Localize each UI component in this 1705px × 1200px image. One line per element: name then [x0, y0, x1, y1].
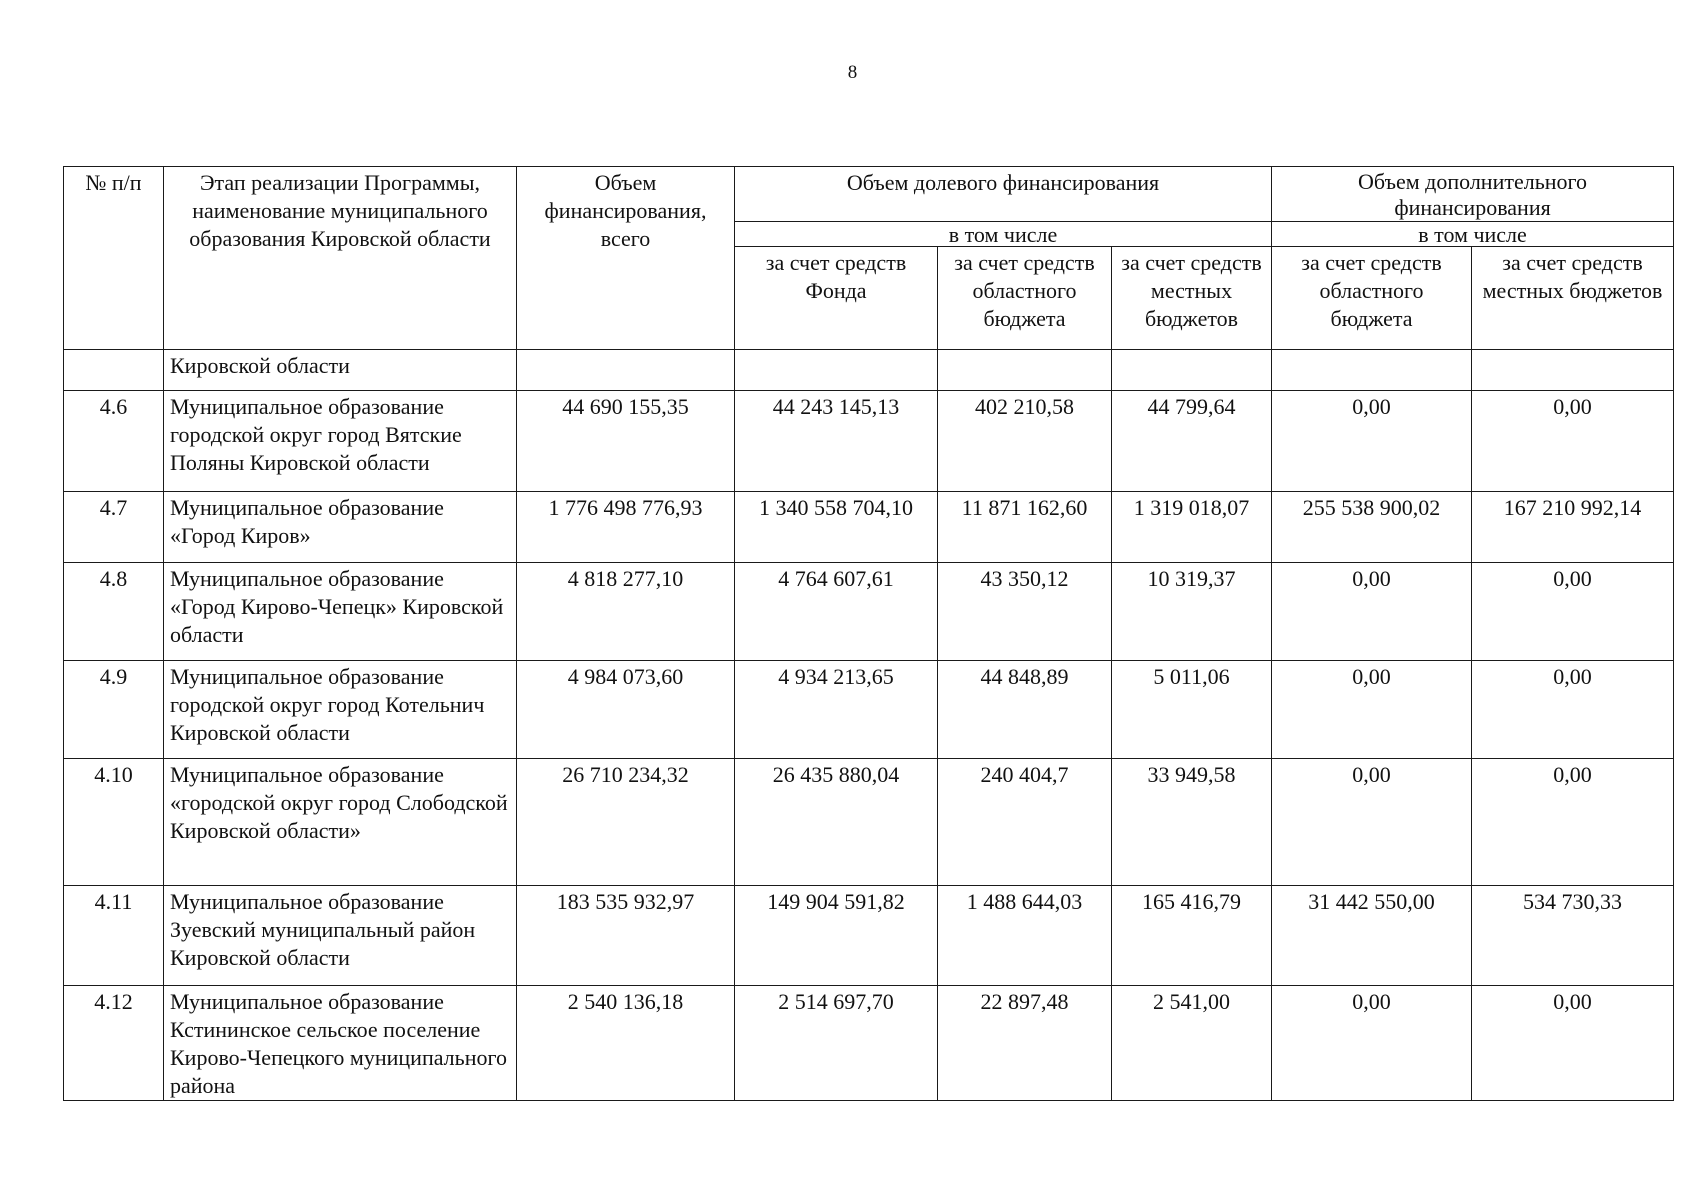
row-number: 4.8: [64, 563, 164, 661]
row-local: 2 541,00: [1112, 986, 1272, 1101]
row-regional: 43 350,12: [938, 563, 1112, 661]
continuation-empty-cell: [938, 350, 1112, 391]
table-body: [64, 350, 1674, 1101]
row-add-local: 0,00: [1472, 661, 1674, 759]
table-row: [64, 391, 1674, 492]
row-add-regional: 31 442 550,00: [1272, 886, 1472, 986]
header-total: Объем финансирования, всего: [517, 167, 735, 350]
header-regional-shared: за счет средств областного бюджета: [938, 247, 1112, 350]
row-local: 5 011,06: [1112, 661, 1272, 759]
header-local-shared: за счет средств местных бюджетов: [1112, 247, 1272, 350]
row-regional: 44 848,89: [938, 661, 1112, 759]
row-name: Муниципальное образование «городской округ город Слободской Кировской области»: [164, 759, 517, 886]
row-fund: 2 514 697,70: [735, 986, 938, 1101]
continuation-num-cell: [64, 350, 164, 391]
continuation-empty-cell: [1472, 350, 1674, 391]
row-add-regional: 0,00: [1272, 661, 1472, 759]
header-shared-financing: Объем долевого финансирования: [735, 167, 1272, 222]
row-regional: 11 871 162,60: [938, 492, 1112, 563]
row-total: 26 710 234,32: [517, 759, 735, 886]
row-add-local: 167 210 992,14: [1472, 492, 1674, 563]
row-name: Муниципальное образование Кстининское сельское поселение Кирово-Чепецкого муниципального района: [164, 986, 517, 1101]
row-local: 10 319,37: [1112, 563, 1272, 661]
row-fund: 149 904 591,82: [735, 886, 938, 986]
table-row-continuation: [64, 350, 1674, 391]
row-local: 165 416,79: [1112, 886, 1272, 986]
row-total: 2 540 136,18: [517, 986, 735, 1101]
row-number: 4.10: [64, 759, 164, 886]
row-add-local: 0,00: [1472, 391, 1674, 492]
row-name: Муниципальное образование «Город Киров»: [164, 492, 517, 563]
row-add-local: 534 730,33: [1472, 886, 1674, 986]
row-number: 4.6: [64, 391, 164, 492]
table-row: [64, 986, 1674, 1101]
row-fund: 4 934 213,65: [735, 661, 938, 759]
table-row: [64, 492, 1674, 563]
table-row: [64, 886, 1674, 986]
row-add-regional: 255 538 900,02: [1272, 492, 1472, 563]
header-including-additional: в том числе: [1272, 222, 1674, 247]
page-number: 8: [847, 62, 858, 83]
row-add-regional: 0,00: [1272, 563, 1472, 661]
continuation-empty-cell: [517, 350, 735, 391]
row-total: 183 535 932,97: [517, 886, 735, 986]
header-local-additional: за счет средств местных бюджетов: [1472, 247, 1674, 350]
row-total: 1 776 498 776,93: [517, 492, 735, 563]
row-total: 4 984 073,60: [517, 661, 735, 759]
header-including-shared: в том числе: [735, 222, 1272, 247]
table-row: [64, 759, 1674, 886]
row-local: 1 319 018,07: [1112, 492, 1272, 563]
row-fund: 26 435 880,04: [735, 759, 938, 886]
continuation-empty-cell: [1272, 350, 1472, 391]
row-name: Муниципальное образование городской округ город Вятские Поляны Кировской области: [164, 391, 517, 492]
row-regional: 22 897,48: [938, 986, 1112, 1101]
row-local: 44 799,64: [1112, 391, 1272, 492]
continuation-empty-cell: [735, 350, 938, 391]
row-number: 4.11: [64, 886, 164, 986]
row-add-local: 0,00: [1472, 986, 1674, 1101]
row-local: 33 949,58: [1112, 759, 1272, 886]
row-add-regional: 0,00: [1272, 986, 1472, 1101]
continuation-name-cell: Кировской области: [164, 350, 517, 391]
row-name: Муниципальное образование городской округ город Котельнич Кировской области: [164, 661, 517, 759]
header-num: № п/п: [64, 167, 164, 350]
row-add-local: 0,00: [1472, 759, 1674, 886]
row-name: Муниципальное образование Зуевский муниципальный район Кировской области: [164, 886, 517, 986]
row-total: 44 690 155,35: [517, 391, 735, 492]
row-number: 4.12: [64, 986, 164, 1101]
row-fund: 4 764 607,61: [735, 563, 938, 661]
row-add-local: 0,00: [1472, 563, 1674, 661]
row-regional: 1 488 644,03: [938, 886, 1112, 986]
row-add-regional: 0,00: [1272, 391, 1472, 492]
table-header: [64, 167, 1674, 350]
table-row: [64, 661, 1674, 759]
row-total: 4 818 277,10: [517, 563, 735, 661]
table-row: [64, 563, 1674, 661]
row-number: 4.9: [64, 661, 164, 759]
continuation-empty-cell: [1112, 350, 1272, 391]
financing-table: [63, 166, 1674, 1101]
row-fund: 44 243 145,13: [735, 391, 938, 492]
row-fund: 1 340 558 704,10: [735, 492, 938, 563]
row-regional: 402 210,58: [938, 391, 1112, 492]
header-stage: Этап реализации Программы, наименование муниципального образования Кировской области: [164, 167, 517, 350]
row-regional: 240 404,7: [938, 759, 1112, 886]
header-regional-additional: за счет средств областного бюджета: [1272, 247, 1472, 350]
row-number: 4.7: [64, 492, 164, 563]
row-name: Муниципальное образование «Город Кирово-Чепецк» Кировской области: [164, 563, 517, 661]
header-additional-financing: Объем дополнительного финансирования: [1272, 167, 1674, 222]
header-fund: за счет средств Фонда: [735, 247, 938, 350]
row-add-regional: 0,00: [1272, 759, 1472, 886]
